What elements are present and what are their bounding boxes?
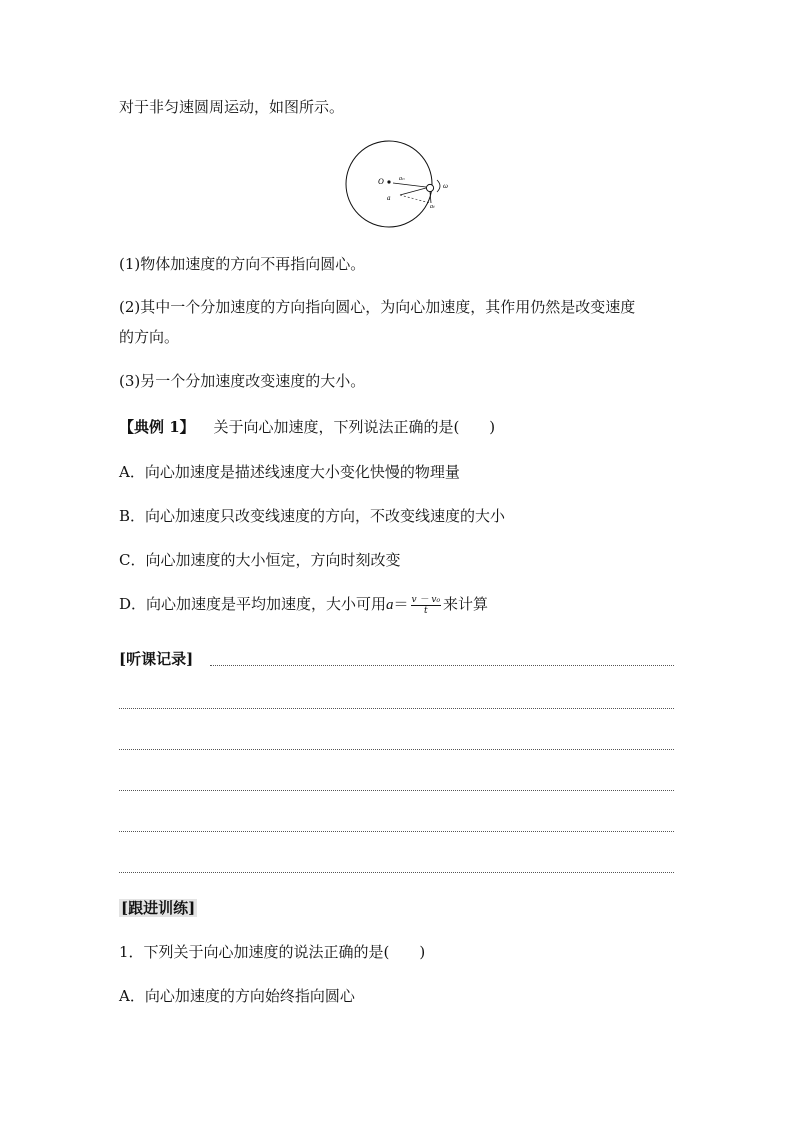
fraction-numerator: v － v₀ bbox=[411, 594, 441, 605]
omega-arrow bbox=[437, 180, 440, 192]
training-tag-text: [跟进训练] bbox=[121, 899, 196, 917]
point-2: (2)其中一个分加速度的方向指向圆心，为向心加速度，其作用仍然是改变速度 bbox=[119, 298, 636, 316]
example-question: 关于向心加速度，下列说法正确的是( ) bbox=[213, 418, 496, 436]
point-2-cont: 的方向。 bbox=[119, 328, 180, 346]
particle bbox=[426, 184, 433, 191]
option-d-fraction bbox=[411, 595, 442, 616]
option-d bbox=[119, 593, 488, 616]
an-arrow bbox=[393, 183, 426, 187]
note-line-1 bbox=[210, 665, 674, 666]
option-d-prefix: D．向心加速度是平均加速度，大小可用 bbox=[119, 595, 387, 613]
example-1 bbox=[119, 416, 495, 438]
note-line-4 bbox=[119, 790, 674, 791]
option-d-suffix: 来计算 bbox=[443, 595, 489, 613]
label-omega: ω bbox=[443, 182, 448, 190]
note-line-6 bbox=[119, 872, 674, 873]
note-line-2 bbox=[119, 708, 674, 709]
point-3: (3)另一个分加速度改变速度的大小。 bbox=[119, 372, 366, 390]
intro-text: 对于非匀速圆周运动，如图所示。 bbox=[119, 98, 345, 116]
note-line-5 bbox=[119, 831, 674, 832]
option-a: A．向心加速度是描述线速度大小变化快慢的物理量 bbox=[119, 463, 460, 481]
label-an: aₙ bbox=[399, 176, 405, 182]
option-d-eq: ＝ bbox=[393, 595, 409, 613]
a-arrow bbox=[400, 188, 426, 195]
center-point bbox=[387, 180, 390, 183]
circular-motion-figure bbox=[340, 138, 465, 233]
note-line-3 bbox=[119, 749, 674, 750]
notes-label: [听课记录] bbox=[119, 650, 194, 668]
training-q1-option-a: A．向心加速度的方向始终指向圆心 bbox=[119, 987, 355, 1005]
fraction-denominator: t bbox=[423, 605, 428, 616]
option-d-var: a bbox=[386, 597, 394, 613]
option-c: C．向心加速度的大小恒定，方向时刻改变 bbox=[119, 551, 401, 569]
option-b: B．向心加速度只改变线速度的方向，不改变线速度的大小 bbox=[119, 507, 506, 525]
dashed-projection bbox=[400, 195, 430, 203]
label-at: aₜ bbox=[430, 204, 435, 210]
example-tag: 【典例 1】 bbox=[119, 418, 195, 436]
circle-path bbox=[346, 141, 432, 227]
training-q1: 1．下列关于向心加速度的说法正确的是( ) bbox=[119, 943, 426, 961]
label-a: a bbox=[387, 194, 391, 202]
label-o: O bbox=[378, 177, 384, 186]
point-1: (1)物体加速度的方向不再指向圆心。 bbox=[119, 255, 366, 273]
training-tag bbox=[119, 897, 197, 919]
